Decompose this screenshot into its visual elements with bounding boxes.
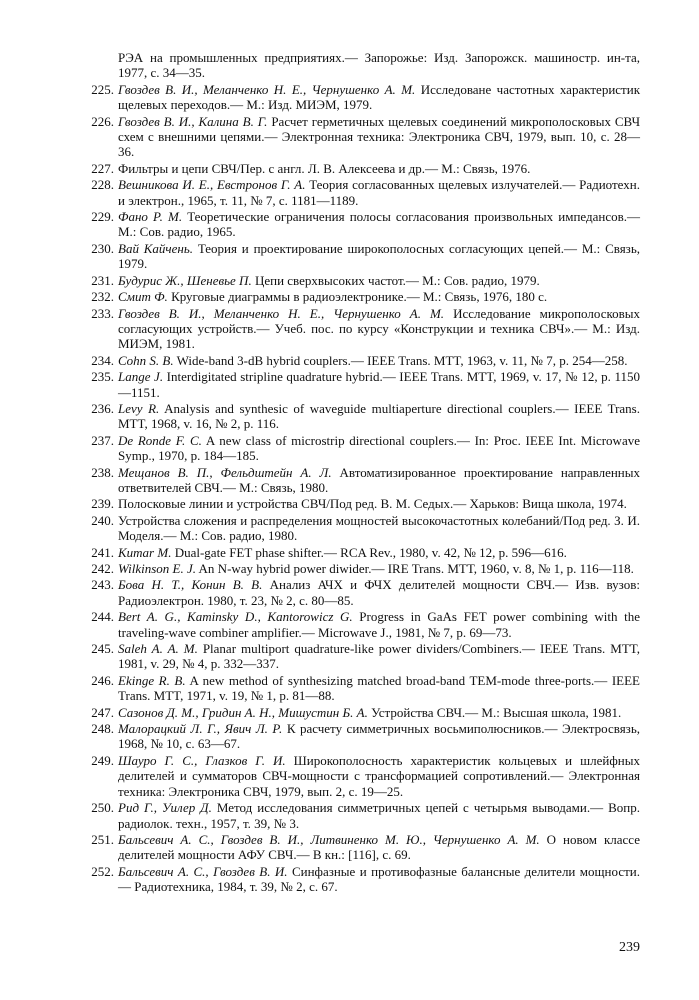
reference-authors: Бова Н. Т., Конин В. В. (118, 577, 263, 593)
reference-authors: Будурис Ж., Шеневье П. (118, 272, 252, 288)
reference-text: Устройства СВЧ.— М.: Высшая школа, 1981. (371, 704, 622, 720)
reference-authors: Шауро Г. С., Глазков Г. И. (118, 752, 286, 768)
reference-number: 245. (91, 641, 114, 657)
reference-item (84, 273, 640, 288)
reference-item (84, 306, 640, 352)
reference-text: Фильтры и цепи СВЧ/Пер. с англ. Л. В. Алексеева и др.— М.: Связь, 1976. (118, 160, 531, 176)
reference-text: Dual-gate FET phase shifter.— RCA Rev., 1980, v. 42, № 12, p. 596—616. (174, 544, 567, 560)
page-number: 239 (619, 940, 640, 955)
reference-authors: Малорацкий Л. Г., Явич Л. Р. (118, 721, 283, 737)
reference-number: 226. (91, 113, 114, 129)
reference-item (84, 209, 640, 240)
reference-text: Автоматизированное проектирование направленных ответвителей СВЧ.— М.: Связь, 1980. (118, 464, 641, 495)
reference-text: Цепи сверхвысоких частот.— М.: Сов. радио, 1979. (254, 272, 540, 288)
reference-text: Wide-band 3-dB hybrid couplers.— IEEE Trans. MTT, 1963, v. 11, № 7, p. 254—258. (176, 352, 628, 368)
reference-number: 240. (91, 512, 114, 528)
reference-text: К расчету симметричных восьмиполюсников.— Электросвязь, 1968, № 10, с. 63—67. (118, 721, 640, 752)
reference-item (84, 82, 640, 113)
reference-text: Широкополосность характеристик кольцевых и шлейфных делителей и сумматоров СВЧ-мощности с трансформацией сопротивлений.— Электронная техника: Электроника СВЧ, 1979, вып. 2, с. 19—25. (118, 752, 640, 799)
reference-text: Расчет герметичных щелевых соединений микрополосковых СВЧ схем с внешними цепями.— Электронная техника: Электроника СВЧ, 1979, вып. 10, с. 28—36. (118, 113, 641, 160)
reference-item (84, 705, 640, 720)
reference-authors: Бальсевич А. С., Гвоздев В. И. (118, 863, 288, 879)
reference-number: 227. (91, 160, 114, 176)
reference-text: Interdigitated stripline quadrature hybrid.— IEEE Trans. MTT, 1969, v. 17, № 12, p. 1150—1151. (118, 369, 641, 400)
reference-authors: Вай Кайчень. (118, 240, 193, 256)
reference-text: Полосковые линии и устройства СВЧ/Под ред. В. М. Седых.— Харьков: Вища школа, 1974. (118, 496, 627, 512)
reference-text: Синфазные и противофазные балансные делители мощности.— Радиотехника, 1984, т. 39, № 2, с. 67. (118, 863, 640, 895)
reference-item (84, 289, 640, 304)
reference-authors: Мещанов В. П., Фельдштейн А. Л. (118, 464, 332, 480)
reference-text: Устройства сложения и распределения мощностей высокочастотных колебаний/Под ред. З. И. Моделя.— М.: Сов. радио, 1980. (118, 512, 640, 544)
reference-authors: Гвоздев В. И., Калина В. Г. (118, 113, 268, 129)
reference-number: 228. (91, 177, 114, 193)
reference-item (84, 513, 640, 544)
reference-number: 233. (91, 305, 114, 321)
reference-item (84, 433, 640, 464)
reference-authors: Lange J. (118, 369, 164, 385)
reference-text: Planar multiport quadrature-like power dividers/Combiners.— IEEE Trans. MTT, 1981, v. 29, № 4, p. 332—337. (118, 641, 641, 672)
reference-authors: Kumar M. (118, 544, 172, 560)
reference-item (84, 561, 640, 576)
reference-item (84, 609, 640, 640)
reference-text: Анализ АЧХ и ФЧХ делителей мощности СВЧ.— Изв. вузов: Радиоэлектрон. 1980, т. 23, № 2, с. 80—85. (118, 577, 640, 608)
reference-number: 247. (91, 704, 114, 720)
reference-item (84, 753, 640, 799)
reference-number: 241. (91, 544, 114, 560)
reference-authors: Фано Р. М. (118, 209, 183, 225)
reference-text: A new method of synthesizing matched broad-band TEM-mode three-ports.— IEEE Trans. MTT, 1971, v. 19, № 1, p. 81—88. (118, 672, 640, 704)
reference-authors: Сазонов Д. М., Гридин А. Н., Мишустин Б. А. (118, 704, 368, 720)
reference-authors: Bert A. G., Kaminsky D., Kantorowicz G. (118, 609, 353, 625)
reference-number: 251. (91, 831, 114, 847)
reference-item (84, 369, 640, 400)
reference-number: 239. (91, 496, 114, 512)
reference-authors: Бальсевич А. С., Гвоздев В. И., Литвиненко М. Ю., Чернушенко А. М. (118, 831, 540, 847)
reference-item (84, 496, 640, 511)
reference-item (84, 353, 640, 368)
reference-text: A new class of microstrip directional couplers.— In: Proc. IEEE Int. Microwave Symp., 1970, p. 184—185. (118, 432, 640, 464)
reference-item (84, 864, 640, 895)
reference-authors: Wilkinson E. J. (118, 561, 196, 576)
reference-authors: De Ronde F. C. (118, 432, 202, 448)
reference-item (84, 577, 640, 608)
reference-number: 250. (91, 800, 114, 816)
reference-item (84, 177, 640, 208)
reference-authors: Гвоздев В. И., Меланченко Н. Е., Чернушенко А. М. (118, 81, 416, 97)
reference-number: 232. (91, 289, 114, 305)
reference-text: О новом классе делителей мощности АФУ СВЧ.— В кн.: [116], с. 69. (118, 831, 641, 863)
reference-number: 244. (91, 609, 114, 625)
reference-number: 249. (91, 752, 114, 768)
reference-number: 237. (91, 432, 114, 448)
reference-item (84, 241, 640, 272)
reference-authors: Saleh A. A. M. (118, 641, 198, 657)
reference-item (84, 114, 640, 160)
reference-continuation-text: РЭА на промышленных предприятиях.— Запорожье: Изд. Запорожск. машиностр. ин-та, 1977, с. 34—35. (118, 50, 640, 81)
reference-text: Исследование микрополосковых согласующих устройств.— Учеб. пос. по курсу «Конструкции и техника СВЧ».— М.: Изд. МИЭМ, 1981. (118, 305, 640, 352)
reference-item (84, 545, 640, 560)
reference-number: 246. (91, 672, 114, 688)
reference-number: 248. (91, 721, 114, 737)
reference-number: 243. (91, 577, 114, 593)
reference-authors: Cohn S. B. (118, 352, 174, 368)
reference-item (84, 721, 640, 752)
reference-item (84, 673, 640, 704)
reference-number: 242. (91, 561, 114, 576)
reference-authors: Рид Г., Уилер Д. (118, 800, 212, 816)
reference-number: 236. (91, 400, 114, 416)
reference-text: Исследоване частотных характеристик щелевых переходов.— М.: Изд. МИЭМ, 1979. (118, 81, 641, 113)
reference-number: 252. (91, 863, 114, 879)
reference-text: Progress in GaAs FET power combining with the traveling-wave combiner amplifier.— Microwave J., 1981, № 7, p. 69—73. (118, 609, 640, 640)
reference-text: Теория и проектирование широкополосных согласующих цепей.— М.: Связь, 1979. (118, 240, 640, 272)
reference-authors: Смит Ф. (118, 289, 168, 305)
reference-authors: Levy R. (118, 400, 160, 416)
reference-text: Теоретические ограничения полосы согласования произвольных импедансов.— М.: Сов. радио, 1965. (118, 209, 641, 240)
reference-authors: Вешникова И. Е., Евстронов Г. А. (118, 177, 306, 193)
reference-list (84, 50, 640, 896)
reference-item (84, 465, 640, 496)
reference-number: 234. (91, 352, 114, 368)
reference-continuation (84, 50, 640, 81)
reference-item (84, 832, 640, 863)
reference-text: Круговые диаграммы в радиоэлектронике.— М.: Связь, 1976, 180 с. (171, 289, 548, 305)
reference-text: Analysis and synthesic of waveguide multiaperture directional couplers.— IEEE Trans. MTT, 1968, v. 16, № 2, p. 116. (118, 400, 640, 432)
reference-number: 231. (91, 272, 114, 288)
reference-items (84, 82, 640, 895)
reference-text: Метод исследования симметричных цепей с четырьмя выводами.— Вопр. радиолок. техн., 1957, т. 39, № 3. (118, 800, 640, 831)
reference-number: 225. (91, 81, 114, 97)
reference-number: 238. (91, 464, 114, 480)
reference-number: 230. (91, 240, 114, 256)
reference-number: 229. (91, 209, 114, 225)
reference-authors: Гвоздев В. И., Меланченко Н. Е., Чернушенко А. М. (118, 305, 445, 321)
reference-item (84, 161, 640, 176)
reference-text: An N-way hybrid power diwider.— IRE Trans. MTT, 1960, v. 8, № 1, p. 116—118. (198, 561, 634, 576)
reference-authors: Ekinge R. B. (118, 672, 186, 688)
reference-item (84, 800, 640, 831)
reference-text: Теория согласованных щелевых излучателей.— Радиотехн. и электрон., 1965, т. 11, № 7, с. 1181—1189. (118, 177, 640, 208)
reference-item (84, 641, 640, 672)
reference-number: 235. (91, 369, 114, 385)
reference-item (84, 401, 640, 432)
